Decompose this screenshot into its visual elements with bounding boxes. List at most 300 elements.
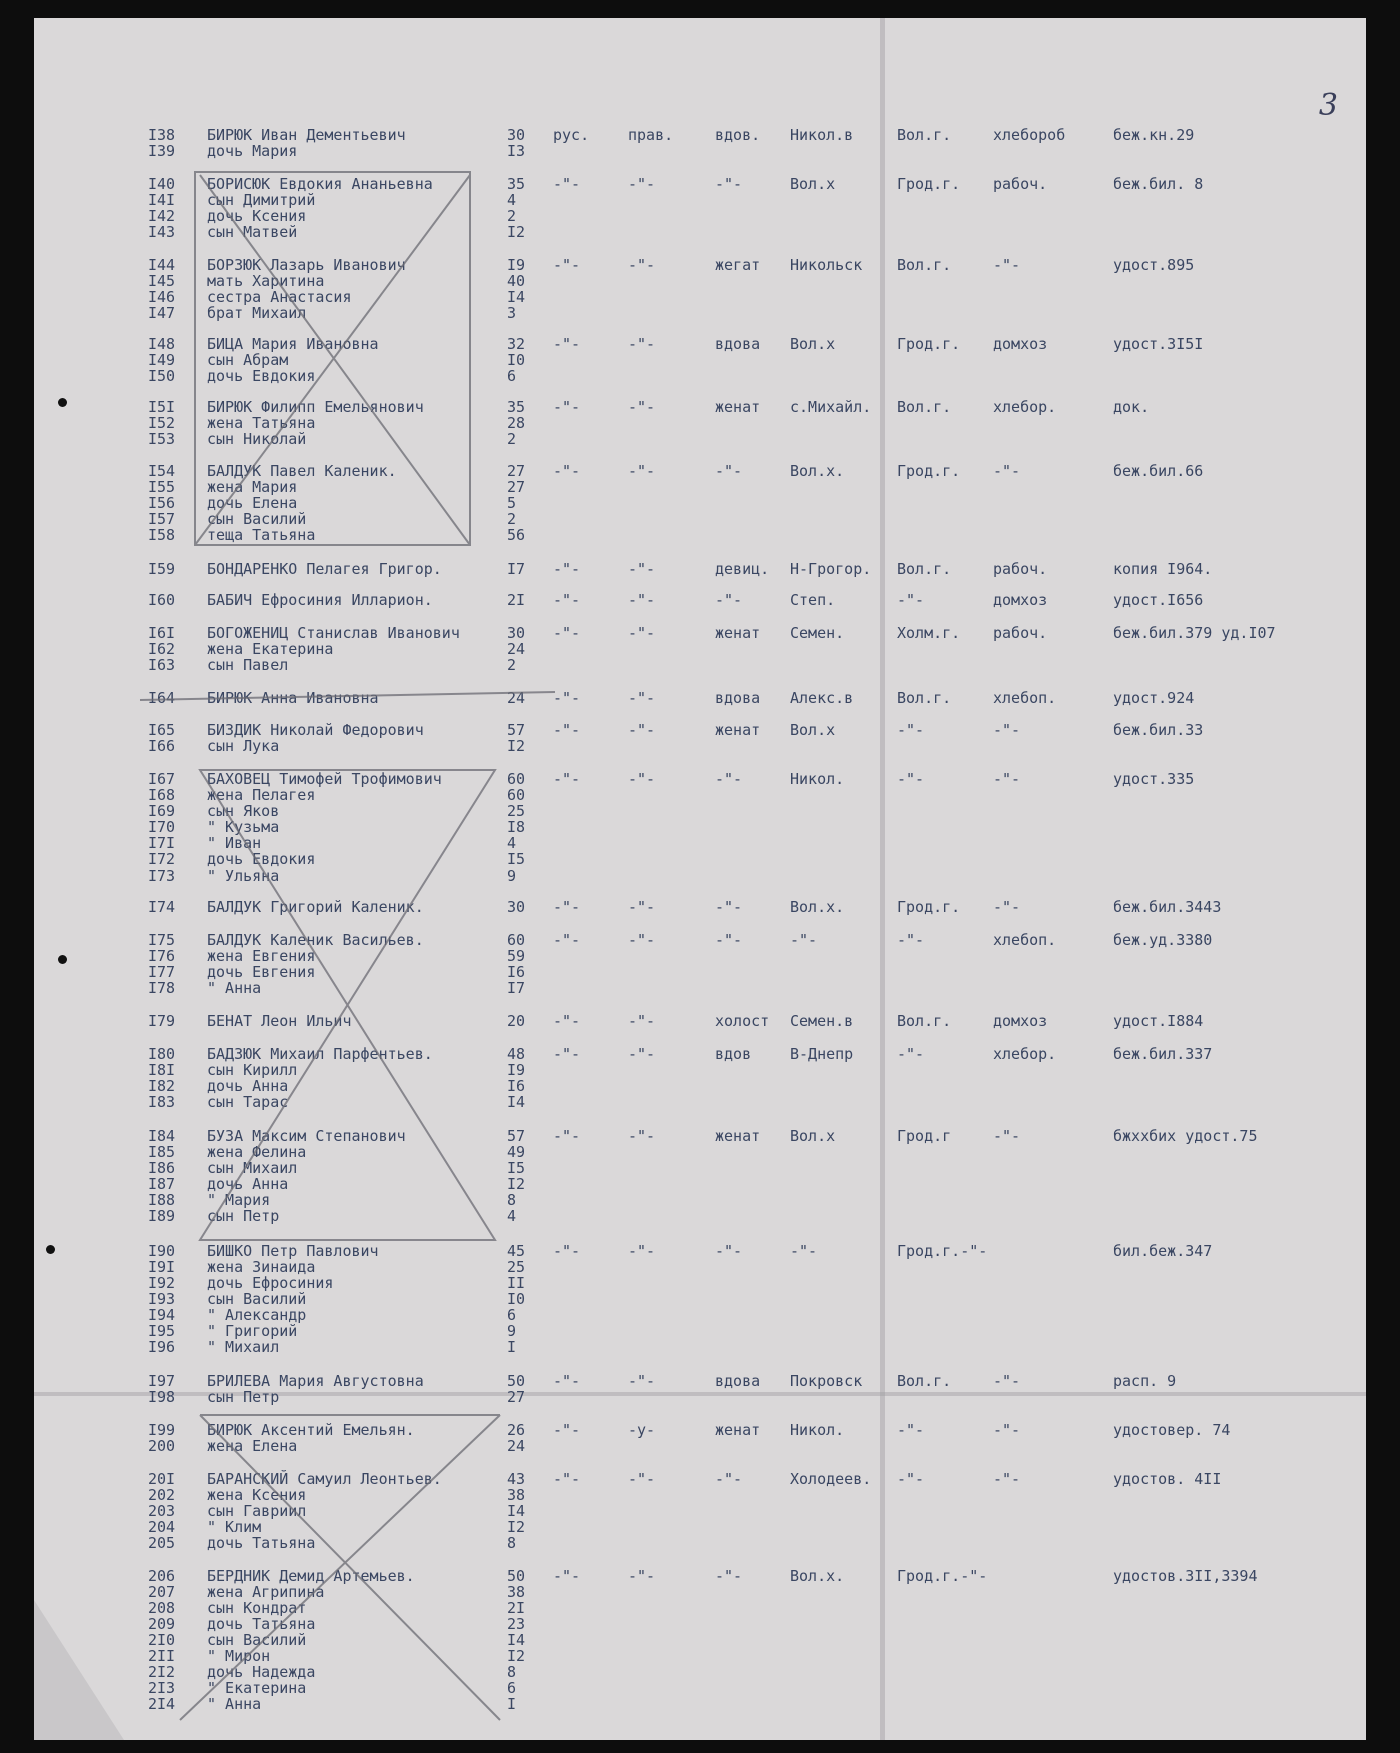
cell-rel: -"- <box>628 689 656 707</box>
cell-rel: -"- <box>628 721 656 739</box>
cell-age: 24 <box>507 1437 526 1455</box>
cell-occ: -"- <box>993 1372 1021 1390</box>
cell-rel: -"- <box>628 1045 656 1063</box>
cell-name: БИШКО Петр Павлович <box>207 1242 379 1260</box>
cell-age: I2 <box>507 1647 526 1665</box>
cell-name: " Григорий <box>207 1322 298 1340</box>
cell-name: " Иван <box>207 834 262 852</box>
cell-nat: -"- <box>553 770 581 788</box>
cell-doc: беж.бил.66 <box>1113 462 1204 480</box>
cell-fam: женат <box>715 1421 761 1439</box>
cell-doc: удостовер. 74 <box>1113 1421 1231 1439</box>
cell-name: сын Матвей <box>207 223 298 241</box>
cell-nat: -"- <box>553 689 581 707</box>
cell-fam: -"- <box>715 898 743 916</box>
cell-num: 2I2 <box>148 1663 176 1681</box>
cell-name: сын Василий <box>207 510 307 528</box>
cell-doc: удостов. 4II <box>1113 1470 1222 1488</box>
cell-num: I39 <box>148 142 176 160</box>
cell-rel: -"- <box>628 175 656 193</box>
cell-name: брат Михаил <box>207 304 307 322</box>
cell-doc: удост.I656 <box>1113 591 1204 609</box>
cell-name: сын Абрам <box>207 351 289 369</box>
cell-age: 28 <box>507 414 526 432</box>
cell-fam: -"- <box>715 591 743 609</box>
cell-doc: удостов.3II,3394 <box>1113 1567 1258 1585</box>
cell-fam: -"- <box>715 175 743 193</box>
cell-num: I63 <box>148 656 176 674</box>
cell-fam: -"- <box>715 1470 743 1488</box>
cell-doc: беж.бил. 8 <box>1113 175 1204 193</box>
cell-rel: -у- <box>628 1421 656 1439</box>
cell-nat: -"- <box>553 1012 581 1030</box>
cell-age: I2 <box>507 223 526 241</box>
cell-age: 60 <box>507 931 526 949</box>
cell-age: 50 <box>507 1567 526 1585</box>
cell-num: I97 <box>148 1372 176 1390</box>
cell-place: Вол.х <box>790 175 836 193</box>
cell-nat: -"- <box>553 1421 581 1439</box>
cell-occ: домхоз <box>993 1012 1048 1030</box>
cell-age: I5 <box>507 1159 526 1177</box>
cell-num: I98 <box>148 1388 176 1406</box>
cell-name: сын Михаил <box>207 1159 298 1177</box>
cell-nat: -"- <box>553 1372 581 1390</box>
cell-nat: -"- <box>553 898 581 916</box>
cell-place: Семен. <box>790 624 845 642</box>
cell-place: Никол. <box>790 770 845 788</box>
cell-name: БИРЮК Иван Дементьевич <box>207 126 406 144</box>
cell-num: I55 <box>148 478 176 496</box>
cell-nat: -"- <box>553 1127 581 1145</box>
cell-name: дочь Ксения <box>207 207 307 225</box>
cell-age: 40 <box>507 272 526 290</box>
cell-name: сестра Анастасия <box>207 288 352 306</box>
cell-name: " Мирон <box>207 1647 271 1665</box>
cell-age: 25 <box>507 802 526 820</box>
cell-age: I2 <box>507 737 526 755</box>
cell-name: " Александр <box>207 1306 307 1324</box>
cell-num: I50 <box>148 367 176 385</box>
cell-age: 48 <box>507 1045 526 1063</box>
cell-vol: -"- <box>897 770 925 788</box>
cell-num: I95 <box>148 1322 176 1340</box>
cell-name: БРИЛЕВА Мария Августовна <box>207 1372 424 1390</box>
cell-age: 30 <box>507 624 526 642</box>
cell-num: I4I <box>148 191 176 209</box>
cell-age: I4 <box>507 1502 526 1520</box>
cell-age: 30 <box>507 898 526 916</box>
cell-num: 2I0 <box>148 1631 176 1649</box>
cell-vol: Вол.г. <box>897 689 952 707</box>
cell-age: I2 <box>507 1518 526 1536</box>
cell-place: Н-Грогор. <box>790 560 872 578</box>
cell-fam: -"- <box>715 931 743 949</box>
cell-nat: -"- <box>553 931 581 949</box>
cell-nat: -"- <box>553 1045 581 1063</box>
cell-fam: -"- <box>715 462 743 480</box>
cell-age: 32 <box>507 335 526 353</box>
cell-occ: -"- <box>993 462 1021 480</box>
cell-doc: копия I964. <box>1113 560 1213 578</box>
cell-doc: удост.3I5I <box>1113 335 1204 353</box>
cell-name: сын Димитрий <box>207 191 316 209</box>
cell-name: дочь Ефросиния <box>207 1274 334 1292</box>
cell-vol: Вол.г. <box>897 256 952 274</box>
cell-vol: -"- <box>897 1045 925 1063</box>
cell-name: дочь Евгения <box>207 963 316 981</box>
cell-num: 2I4 <box>148 1695 176 1713</box>
cell-vol: Грод.г. <box>897 462 961 480</box>
cell-num: I59 <box>148 560 176 578</box>
cell-age: I4 <box>507 1093 526 1111</box>
cell-num: I85 <box>148 1143 176 1161</box>
cell-name: жена Екатерина <box>207 640 334 658</box>
cell-num: I74 <box>148 898 176 916</box>
cell-num: 209 <box>148 1615 176 1633</box>
cell-vol: Вол.г. <box>897 560 952 578</box>
cell-nat: -"- <box>553 175 581 193</box>
cell-nat: -"- <box>553 1470 581 1488</box>
cell-age: 35 <box>507 398 526 416</box>
cell-name: теща Татьяна <box>207 526 316 544</box>
cell-num: I84 <box>148 1127 176 1145</box>
cell-name: сын Петр <box>207 1388 280 1406</box>
cell-doc: док. <box>1113 398 1150 416</box>
cell-fam: женат <box>715 721 761 739</box>
cell-age: 27 <box>507 478 526 496</box>
cell-occ: -"- <box>993 1127 1021 1145</box>
cell-fam: девиц. <box>715 560 770 578</box>
cell-age: 8 <box>507 1663 517 1681</box>
cell-rel: -"- <box>628 1372 656 1390</box>
cell-occ: хлебор. <box>993 1045 1057 1063</box>
cell-rel: -"- <box>628 898 656 916</box>
cell-age: 8 <box>507 1534 517 1552</box>
cell-occ: рабоч. <box>993 175 1048 193</box>
cell-vol: Вол.г. <box>897 1012 952 1030</box>
cell-num: I66 <box>148 737 176 755</box>
cell-num: I5I <box>148 398 176 416</box>
cell-num: I73 <box>148 867 176 885</box>
cell-age: 9 <box>507 1322 517 1340</box>
cell-name: жена Пелагея <box>207 786 316 804</box>
cell-place: Покровск <box>790 1372 863 1390</box>
cell-age: 38 <box>507 1583 526 1601</box>
cell-name: дочь Анна <box>207 1175 289 1193</box>
cell-name: сын Павел <box>207 656 289 674</box>
cell-age: I9 <box>507 256 526 274</box>
cell-fam: женат <box>715 624 761 642</box>
cell-occ: хлебор. <box>993 398 1057 416</box>
cell-num: I62 <box>148 640 176 658</box>
cell-name: БИЦА Мария Ивановна <box>207 335 379 353</box>
cell-occ: домхоз <box>993 591 1048 609</box>
cell-vol: -"- <box>897 931 925 949</box>
cell-num: I83 <box>148 1093 176 1111</box>
cell-age: 38 <box>507 1486 526 1504</box>
cell-age: 30 <box>507 126 526 144</box>
cell-num: I94 <box>148 1306 176 1324</box>
cell-age: II <box>507 1274 526 1292</box>
cell-num: I56 <box>148 494 176 512</box>
cell-age: 59 <box>507 947 526 965</box>
cell-age: 23 <box>507 1615 526 1633</box>
cell-name: дочь Анна <box>207 1077 289 1095</box>
cell-doc: беж.бил.3443 <box>1113 898 1222 916</box>
cell-doc: бил.беж.347 <box>1113 1242 1213 1260</box>
cell-place: Никол.в <box>790 126 854 144</box>
cell-num: I48 <box>148 335 176 353</box>
cell-num: I49 <box>148 351 176 369</box>
cell-num: I86 <box>148 1159 176 1177</box>
cell-doc: бжххбих удост.75 <box>1113 1127 1258 1145</box>
cell-fam: женат <box>715 398 761 416</box>
cell-age: 27 <box>507 1388 526 1406</box>
cell-name: БАЛДУК Каленик Васильев. <box>207 931 424 949</box>
cell-rel: -"- <box>628 560 656 578</box>
cell-name: жена Агрипина <box>207 1583 325 1601</box>
cell-age: 5 <box>507 494 517 512</box>
cell-vol: Вол.г. <box>897 126 952 144</box>
cell-name: жена Ксения <box>207 1486 307 1504</box>
cell-place: Вол.х. <box>790 462 845 480</box>
cell-num: I8I <box>148 1061 176 1079</box>
cell-age: 2 <box>507 430 517 448</box>
cell-name: сын Петр <box>207 1207 280 1225</box>
cell-occ: хлебоп. <box>993 931 1057 949</box>
cell-name: сын Кондрат <box>207 1599 307 1617</box>
cell-name: жена Зинаида <box>207 1258 316 1276</box>
cell-age: 24 <box>507 689 526 707</box>
cell-name: БОРИСЮК Евдокия Ананьевна <box>207 175 433 193</box>
cell-age: I4 <box>507 1631 526 1649</box>
cell-age: 43 <box>507 1470 526 1488</box>
cell-num: 206 <box>148 1567 176 1585</box>
cell-occ: -"- <box>993 721 1021 739</box>
cell-num: 200 <box>148 1437 176 1455</box>
cell-name: БАХОВЕЦ Тимофей Трофимович <box>207 770 442 788</box>
cell-fam: вдов <box>715 1045 752 1063</box>
cell-place: Никольск <box>790 256 863 274</box>
cell-age: I0 <box>507 1290 526 1308</box>
cell-name: сын Кирилл <box>207 1061 298 1079</box>
cell-name: БАРАНСКИЙ Самуил Леонтьев. <box>207 1470 442 1488</box>
cell-nat: -"- <box>553 721 581 739</box>
cell-occ: хлебороб <box>993 126 1066 144</box>
cell-num: I67 <box>148 770 176 788</box>
cell-age: I <box>507 1695 517 1713</box>
cell-num: I93 <box>148 1290 176 1308</box>
cell-occ: домхоз <box>993 335 1048 353</box>
cell-occ: хлебоп. <box>993 689 1057 707</box>
cell-doc: беж.бил.33 <box>1113 721 1204 739</box>
cell-num: 205 <box>148 1534 176 1552</box>
cell-place: Вол.х <box>790 721 836 739</box>
cell-nat: -"- <box>553 624 581 642</box>
cell-occ: -"- <box>993 770 1021 788</box>
cell-name: сын Яков <box>207 802 280 820</box>
cell-age: 3 <box>507 304 517 322</box>
cell-num: I53 <box>148 430 176 448</box>
cell-num: I64 <box>148 689 176 707</box>
cell-age: 26 <box>507 1421 526 1439</box>
cell-num: I46 <box>148 288 176 306</box>
cell-age: 6 <box>507 1679 517 1697</box>
cell-age: 56 <box>507 526 526 544</box>
cell-vol: -"- <box>897 1421 925 1439</box>
cell-rel: -"- <box>628 462 656 480</box>
cell-nat: -"- <box>553 256 581 274</box>
cell-age: I6 <box>507 1077 526 1095</box>
cell-place: -"- <box>790 1242 818 1260</box>
cell-num: I40 <box>148 175 176 193</box>
cell-num: I7I <box>148 834 176 852</box>
cell-place: Семен.в <box>790 1012 854 1030</box>
cell-num: I9I <box>148 1258 176 1276</box>
cell-name: " Екатерина <box>207 1679 307 1697</box>
cell-place: В-Днепр <box>790 1045 854 1063</box>
cell-doc: расп. 9 <box>1113 1372 1177 1390</box>
cell-nat: -"- <box>553 560 581 578</box>
cell-rel: -"- <box>628 1470 656 1488</box>
cell-name: сын Василий <box>207 1631 307 1649</box>
cell-num: I68 <box>148 786 176 804</box>
cell-num: I43 <box>148 223 176 241</box>
cell-fam: вдова <box>715 335 761 353</box>
cell-num: I52 <box>148 414 176 432</box>
cell-fam: женат <box>715 1127 761 1145</box>
cell-fam: вдова <box>715 689 761 707</box>
cell-age: I2 <box>507 1175 526 1193</box>
cell-num: I72 <box>148 850 176 868</box>
cell-name: мать Харитина <box>207 272 325 290</box>
cell-age: 35 <box>507 175 526 193</box>
cell-name: " Михаил <box>207 1338 280 1356</box>
cell-age: I3 <box>507 142 526 160</box>
cell-vol: Вол.г. <box>897 398 952 416</box>
cell-name: БОРЗЮК Лазарь Иванович <box>207 256 406 274</box>
cell-name: БУЗА Максим Степанович <box>207 1127 406 1145</box>
cell-age: 57 <box>507 721 526 739</box>
cell-vol: -"- <box>897 591 925 609</box>
cell-rel: -"- <box>628 1567 656 1585</box>
cell-fam: вдова <box>715 1372 761 1390</box>
cell-num: I57 <box>148 510 176 528</box>
cell-num: I99 <box>148 1421 176 1439</box>
cell-age: 9 <box>507 867 517 885</box>
cell-num: I44 <box>148 256 176 274</box>
cell-vol: -"- <box>897 1470 925 1488</box>
cell-age: 49 <box>507 1143 526 1161</box>
cell-name: дочь Татьяна <box>207 1534 316 1552</box>
cell-name: сын Василий <box>207 1290 307 1308</box>
cell-name: сын Лука <box>207 737 280 755</box>
cell-num: I90 <box>148 1242 176 1260</box>
cell-name: жена Татьяна <box>207 414 316 432</box>
cell-name: дочь Елена <box>207 494 298 512</box>
cell-nat: -"- <box>553 398 581 416</box>
cell-num: I87 <box>148 1175 176 1193</box>
cell-name: дочь Татьяна <box>207 1615 316 1633</box>
cell-name: " Мария <box>207 1191 271 1209</box>
cell-num: I96 <box>148 1338 176 1356</box>
cell-name: БАЛДУК Павел Каленик. <box>207 462 397 480</box>
cell-name: БОГОЖЕНИЦ Станислав Иванович <box>207 624 460 642</box>
cell-age: 2I <box>507 591 526 609</box>
cell-age: I4 <box>507 288 526 306</box>
cell-num: I6I <box>148 624 176 642</box>
cell-age: I6 <box>507 963 526 981</box>
cell-nat: -"- <box>553 1567 581 1585</box>
cell-num: 207 <box>148 1583 176 1601</box>
cell-name: жена Евгения <box>207 947 316 965</box>
cell-fam: холост <box>715 1012 770 1030</box>
cell-num: I60 <box>148 591 176 609</box>
cell-occ: -"- <box>993 256 1021 274</box>
cell-name: БИРЮК Филипп Емельянович <box>207 398 424 416</box>
cell-vol: -"- <box>897 721 925 739</box>
cell-rel: -"- <box>628 591 656 609</box>
cell-fam: жегат <box>715 256 761 274</box>
cell-name: БЕРДНИК Демид Артемьев. <box>207 1567 415 1585</box>
cell-age: 6 <box>507 1306 517 1324</box>
cell-age: 4 <box>507 1207 517 1225</box>
cell-name: сын Гавриил <box>207 1502 307 1520</box>
cell-num: I69 <box>148 802 176 820</box>
cell-rel: -"- <box>628 1012 656 1030</box>
cell-occ: -"- <box>993 1470 1021 1488</box>
cell-age: 27 <box>507 462 526 480</box>
cell-num: 20I <box>148 1470 176 1488</box>
cell-name: БИРЮК Аксентий Емельян. <box>207 1421 415 1439</box>
cell-place: Вол.х. <box>790 1567 845 1585</box>
cell-age: I5 <box>507 850 526 868</box>
cell-age: 25 <box>507 1258 526 1276</box>
cell-fam: вдов. <box>715 126 761 144</box>
cell-rel: -"- <box>628 256 656 274</box>
cell-occ: -"- <box>993 1421 1021 1439</box>
cell-name: БИРЮК Анна Ивановна <box>207 689 379 707</box>
cell-rel: -"- <box>628 1127 656 1145</box>
cell-age: I7 <box>507 979 526 997</box>
cell-num: I65 <box>148 721 176 739</box>
cell-age: 4 <box>507 834 517 852</box>
cell-name: БАЛДУК Григорий Каленик. <box>207 898 424 916</box>
cell-doc: удост.I884 <box>1113 1012 1204 1030</box>
cell-vol: Грод.г. <box>897 898 961 916</box>
cell-name: " Клим <box>207 1518 262 1536</box>
cell-num: I88 <box>148 1191 176 1209</box>
cell-doc: беж.уд.3380 <box>1113 931 1213 949</box>
cell-age: I <box>507 1338 517 1356</box>
cell-vol: Грод.г.-"- <box>897 1242 988 1260</box>
cell-nat: -"- <box>553 462 581 480</box>
cell-rel: -"- <box>628 335 656 353</box>
cell-num: I89 <box>148 1207 176 1225</box>
cell-occ: рабоч. <box>993 560 1048 578</box>
cell-name: сын Николай <box>207 430 307 448</box>
cell-occ: рабоч. <box>993 624 1048 642</box>
cell-num: I45 <box>148 272 176 290</box>
cell-name: жена Фелина <box>207 1143 307 1161</box>
cell-name: БИЗДИК Николай Федорович <box>207 721 424 739</box>
cell-num: 2I3 <box>148 1679 176 1697</box>
cell-nat: -"- <box>553 591 581 609</box>
cell-age: 60 <box>507 786 526 804</box>
page-number: 3 <box>1318 88 1338 123</box>
cell-place: Степ. <box>790 591 836 609</box>
